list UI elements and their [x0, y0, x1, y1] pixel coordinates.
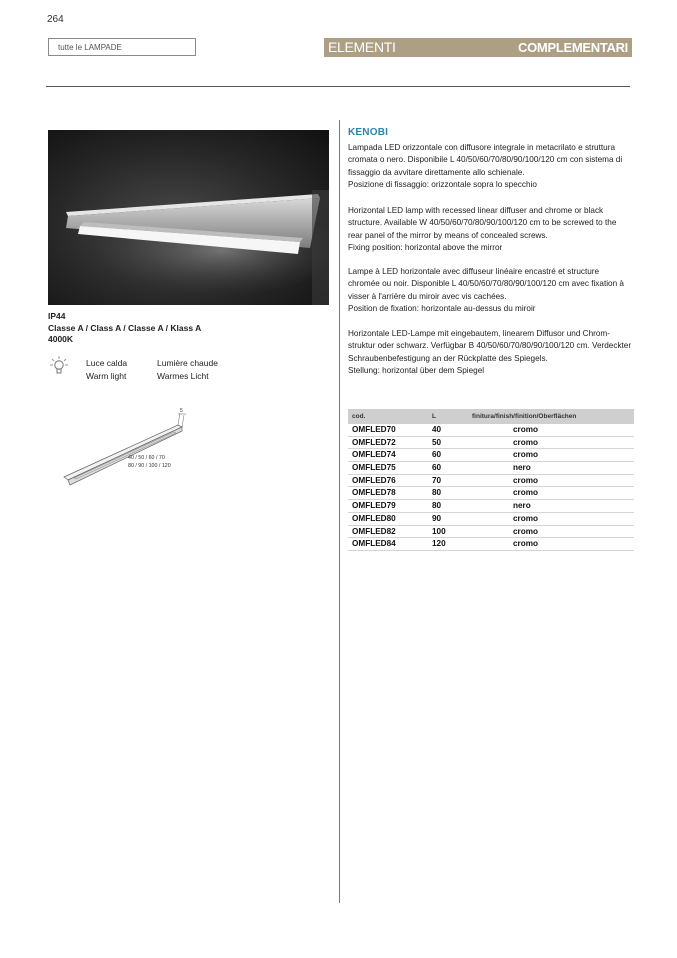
- warm-light-en: Warm light: [86, 370, 127, 381]
- table-row: [348, 513, 634, 526]
- bulb-icon: [50, 355, 68, 377]
- cell-length: 80: [432, 501, 442, 511]
- warm-light-fr: Lumière chaude: [157, 358, 218, 368]
- table-header: [348, 409, 634, 424]
- description-en: [348, 205, 633, 254]
- all-lamps-link[interactable]: tutte le LAMPADE: [48, 38, 196, 56]
- description-it: [348, 142, 633, 191]
- banner-left-text: ELEMENTI: [328, 39, 396, 55]
- warm-light-de: Warmes Licht: [157, 370, 209, 381]
- warm-light-it: Luce calda: [86, 358, 128, 368]
- column-divider: [339, 120, 340, 903]
- table-row: [348, 500, 634, 513]
- description-it-fixing: Posizione di fissaggio: orizzontale sopra lo specchio: [348, 179, 537, 189]
- cell-finish: nero: [513, 501, 531, 511]
- description-fr-fixing: Position de fixation: horizontale au-dessus du miroir: [348, 303, 536, 313]
- drawing-sizes-line2: 80 / 90 / 100 / 120: [128, 463, 171, 469]
- description-de-body: Horizontale LED-Lampe mit eingebautem, linearem Diffusor und Chrom-struktur oder schwarz. Verfügbar B 40/50/60/70/80/90/100/120 cm. Verdeckter Schraubenbefestigung an der Rückplatte des Spiegels.: [348, 329, 632, 363]
- description-fr-body: Lampe à LED horizontale avec diffuseur linéaire encastré et structure chromée ou noir. Disponible L 40/50/60/70/80/90/100/120 cm avec fixation à visser à l'arrière du miroir avec vis cachées.: [348, 267, 624, 301]
- description-de: [348, 328, 633, 377]
- cell-code: OMFLED74: [352, 450, 396, 460]
- cell-code: OMFLED84: [352, 539, 396, 549]
- header-code: cod.: [352, 413, 366, 420]
- cell-length: 70: [432, 475, 442, 485]
- cell-finish: cromo: [513, 526, 539, 536]
- cell-code: OMFLED76: [352, 475, 396, 485]
- cell-length: 100: [432, 526, 446, 536]
- header-length: L: [432, 413, 436, 420]
- cell-length: 40: [432, 425, 442, 434]
- cell-finish: nero: [513, 463, 531, 473]
- cell-code: OMFLED70: [352, 425, 396, 434]
- description-fr: [348, 266, 633, 315]
- cell-finish: cromo: [513, 450, 539, 460]
- cell-length: 90: [432, 513, 442, 523]
- product-photo: [48, 130, 329, 305]
- cell-length: 60: [432, 463, 442, 473]
- energy-class: Classe A / Class A / Classe A / Klass A: [48, 322, 202, 333]
- cell-finish: cromo: [513, 437, 539, 447]
- cell-code: OMFLED82: [352, 526, 396, 536]
- cell-code: OMFLED80: [352, 513, 396, 523]
- ip-rating: IP44: [48, 311, 66, 321]
- header-finish: finitura/finish/finition/Oberflächen: [472, 413, 577, 420]
- description-de-fixing: Stellung: horizontal über dem Spiegel: [348, 365, 485, 375]
- cell-length: 60: [432, 450, 442, 460]
- cell-finish: cromo: [513, 425, 539, 434]
- table-body: [348, 424, 634, 551]
- cell-finish: cromo: [513, 488, 539, 498]
- table-row: [348, 462, 634, 475]
- table-row: [348, 424, 634, 437]
- product-specs: [48, 311, 201, 346]
- table-row: [348, 475, 634, 488]
- cell-length: 120: [432, 539, 446, 549]
- cell-code: OMFLED79: [352, 501, 396, 511]
- cell-code: OMFLED75: [352, 463, 396, 473]
- cell-length: 80: [432, 488, 442, 498]
- description-en-fixing: Fixing position: horizontal above the mirror: [348, 242, 503, 252]
- cell-code: OMFLED72: [352, 437, 396, 447]
- cell-finish: cromo: [513, 475, 539, 485]
- header-divider: [46, 86, 630, 87]
- banner-right-text: COMPLEMENTARI: [518, 40, 628, 55]
- product-code-table: [348, 409, 634, 551]
- cell-length: 50: [432, 437, 442, 447]
- product-title: KENOBI: [348, 127, 389, 138]
- table-row: [348, 449, 634, 462]
- table-row: [348, 437, 634, 450]
- color-temperature: 4000K: [48, 334, 74, 344]
- technical-drawing: [60, 405, 190, 495]
- cell-finish: cromo: [513, 539, 539, 549]
- table-row: [348, 487, 634, 500]
- drawing-sizes-line1: 40 / 50 / 60 / 70: [128, 455, 165, 461]
- section-banner: [324, 38, 632, 57]
- page-number: 264: [47, 14, 64, 25]
- table-row: [348, 538, 634, 551]
- warm-light-label-it-en: [86, 357, 127, 382]
- cell-code: OMFLED78: [352, 488, 396, 498]
- table-row: [348, 526, 634, 539]
- warm-light-label-fr-de: [157, 357, 218, 382]
- description-en-body: Horizontal LED lamp with recessed linear diffuser and chrome or black structure. Available W 40/50/60/70/80/90/100/120 cm to be screwed to the rear panel of the mirror by means of concealed screws.: [348, 206, 617, 240]
- drawing-depth-label: 5: [180, 408, 183, 414]
- cell-finish: cromo: [513, 513, 539, 523]
- description-it-body: Lampada LED orizzontale con diffusore integrale in metacrilato e struttura cromata o nero. Disponibile L 40/50/60/70/80/90/100/120 cm con sistema di fissaggio da avvitare direttamente allo schienale.: [348, 143, 623, 177]
